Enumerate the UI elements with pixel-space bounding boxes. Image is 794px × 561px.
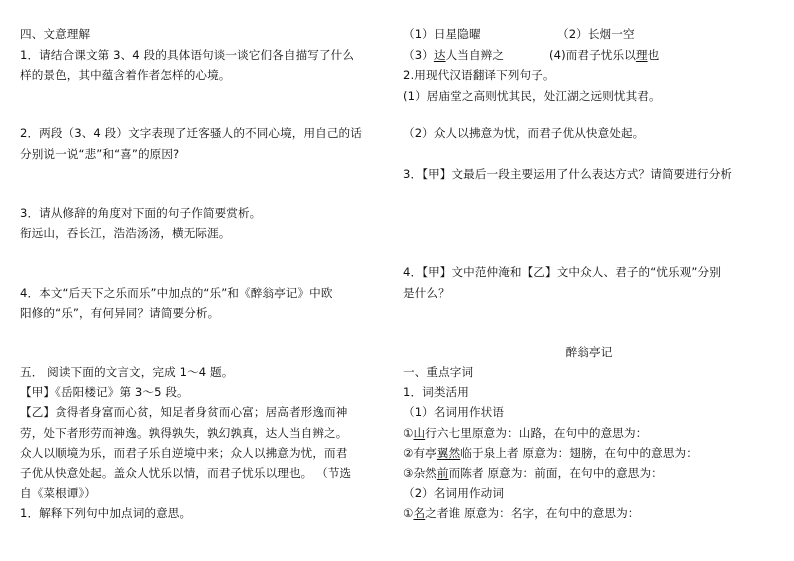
item-row-2	[403, 48, 775, 63]
item-row-1	[403, 27, 775, 42]
right-column	[403, 0, 775, 561]
passage-yi-line-1: 【乙】贪得者身富而心贫，知足者身贫而心富；居高者形逸而神	[20, 405, 348, 419]
q2-line-2: 分别说一说“悲”和“喜”的原因?	[20, 147, 180, 161]
underlined-word: 理	[635, 48, 648, 62]
q2-sentence-1: (1）居庙堂之高则忧其民，处江湖之远则忧其君。	[403, 89, 661, 103]
example-3: ③杂然前而陈者 原意为：前面，在句中的意思为：	[403, 466, 663, 480]
underlined-word: 达	[433, 48, 446, 62]
q2-line-1: 2．两段（3、4 段）文字表现了迁客骚人的不同心境，用自己的话	[20, 126, 362, 140]
q2-translate: 2.用现代汉语翻译下列句子。	[403, 68, 555, 82]
noun-as-adverbial: （1）名词用作状语	[403, 405, 505, 419]
passage-yi-line-3: 众人以顺境为乐，而君子乐自逆境中来；众人以拂意为忧，而君	[20, 446, 348, 460]
section-5-heading: 五． 阅读下面的文言文，完成 1～4 题。	[20, 365, 234, 379]
q1-line-1: 1．请结合课文第 3、4 段的具体语句谈一谈它们各自描写了什么	[20, 48, 355, 62]
item-4: (4)而君子忧乐以理也	[549, 48, 660, 62]
example-4: ①名之者谁 原意为：名字，在句中的意思为：	[403, 506, 640, 520]
q3-line-2: 衔远山，吞长江，浩浩汤汤，横无际涯。	[20, 226, 231, 240]
noun-as-verb: （2）名词用作动词	[403, 486, 505, 500]
word-class-heading: 1．词类活用	[403, 385, 469, 399]
underlined-word: 山	[413, 426, 426, 440]
item-3: （3）达人当自辨之	[403, 48, 505, 62]
passage-jia-label: 【甲】《岳阳楼记》第 3～5 段。	[20, 385, 189, 399]
left-column	[20, 0, 392, 561]
example-1: ①山行六七里原意为：山路，在句中的意思为：	[403, 426, 648, 440]
item-1: （1）日星隐曜	[403, 27, 481, 41]
q4-line-2: 阳修的“乐”，有何异同？请简要分析。	[20, 306, 220, 320]
q1-line-2: 样的景色，其中蕴含着作者怎样的心境。	[20, 68, 231, 82]
zuiwengting-title: 醉翁亭记	[565, 345, 613, 359]
q4-line-2: 是什么？	[403, 286, 450, 300]
key-words-heading: 一、重点字词	[403, 365, 474, 379]
section-4-heading: 四、文意理解	[20, 27, 91, 41]
passage-yi-line-2: 劳，处下者形劳而神逸。孰得孰失，孰幻孰真，达人当自辨之。	[20, 426, 348, 440]
passage-yi-line-4: 子优从快意处起。盖众人忧乐以情，而君子忧乐以理也。 （节选	[20, 466, 352, 480]
underlined-word: 名	[413, 506, 426, 520]
q3-expression: 3．【甲】文最后一段主要运用了什么表达方式？请简要进行分析	[403, 167, 733, 181]
q4-line-1: 4．本文“后天下之乐而乐”中加点的“乐”和《醉翁亭记》中欧	[20, 286, 333, 300]
q3-line-1: 3．请从修辞的角度对下面的句子作简要赏析。	[20, 206, 262, 220]
q4-line-1: 4．【甲】文中范仲淹和【乙】文中众人、君子的“忧乐观”分别	[403, 265, 721, 279]
passage-yi-line-5: 自《菜根谭》）	[20, 486, 97, 500]
underlined-word: 翼然	[436, 446, 461, 460]
q5-1: 1．解释下列句中加点词的意思。	[20, 506, 192, 520]
underlined-word: 前	[436, 466, 449, 480]
example-2: ②有亭翼然临于泉上者 原意为：翅膀，在句中的意思为：	[403, 446, 698, 460]
item-2: （2）长烟一空	[557, 27, 635, 41]
q2-sentence-2: （2）众人以拂意为忧，而君子优从快意处起。	[403, 126, 645, 140]
